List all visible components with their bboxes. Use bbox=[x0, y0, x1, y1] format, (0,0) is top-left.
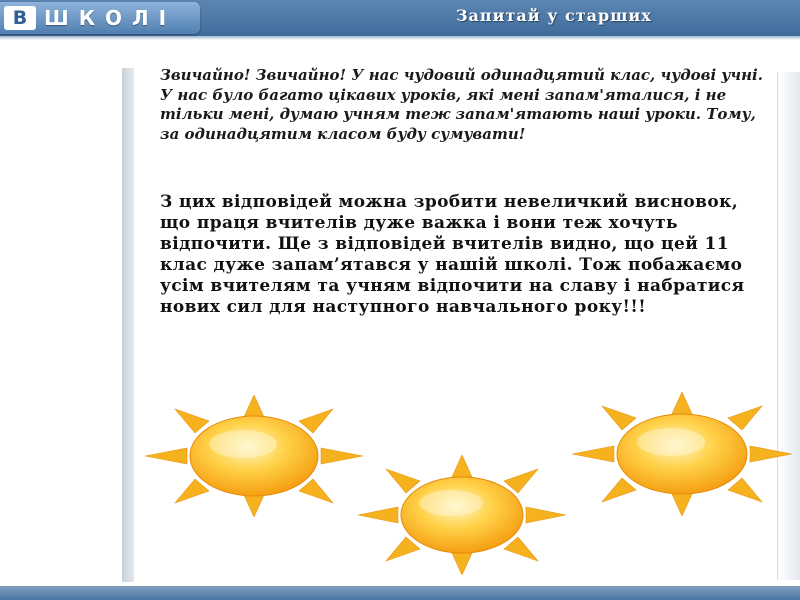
logo-letter: В bbox=[4, 6, 36, 30]
sun-icon bbox=[358, 455, 566, 575]
page-title: Запитай у старших bbox=[456, 6, 652, 25]
conclusion-text: З цих відповідей можна зробити невеличкий висновок, що праця вчителів дуже важка і вони теж хочуть відпочити. Ще з відповідей вчителів видно, що цей 11 клас дуже запам’ятався у нашій школі. Тож побажаємо усім вчителям та учням відпочити на славу і набратися нових сил для наступного навчального року!!! bbox=[160, 192, 745, 317]
bottom-bar bbox=[0, 586, 800, 600]
sun-icon bbox=[572, 392, 792, 516]
header-shadow bbox=[0, 36, 800, 40]
left-side-strip bbox=[122, 68, 134, 582]
sun-icon bbox=[145, 395, 363, 517]
site-logo[interactable] bbox=[0, 2, 200, 34]
teacher-answer-text: Звичайно! Звичайно! У нас чудовий одинадцятий клас, чудові учні. У нас було багато цікавих уроків, які мені запам'яталися, і не тільки мені, думаю учням теж запам'ятають наші уроки. Тому, за одинадцятим класом буду сумувати! bbox=[160, 66, 763, 143]
logo-word: ШКОЛІ bbox=[44, 6, 177, 30]
